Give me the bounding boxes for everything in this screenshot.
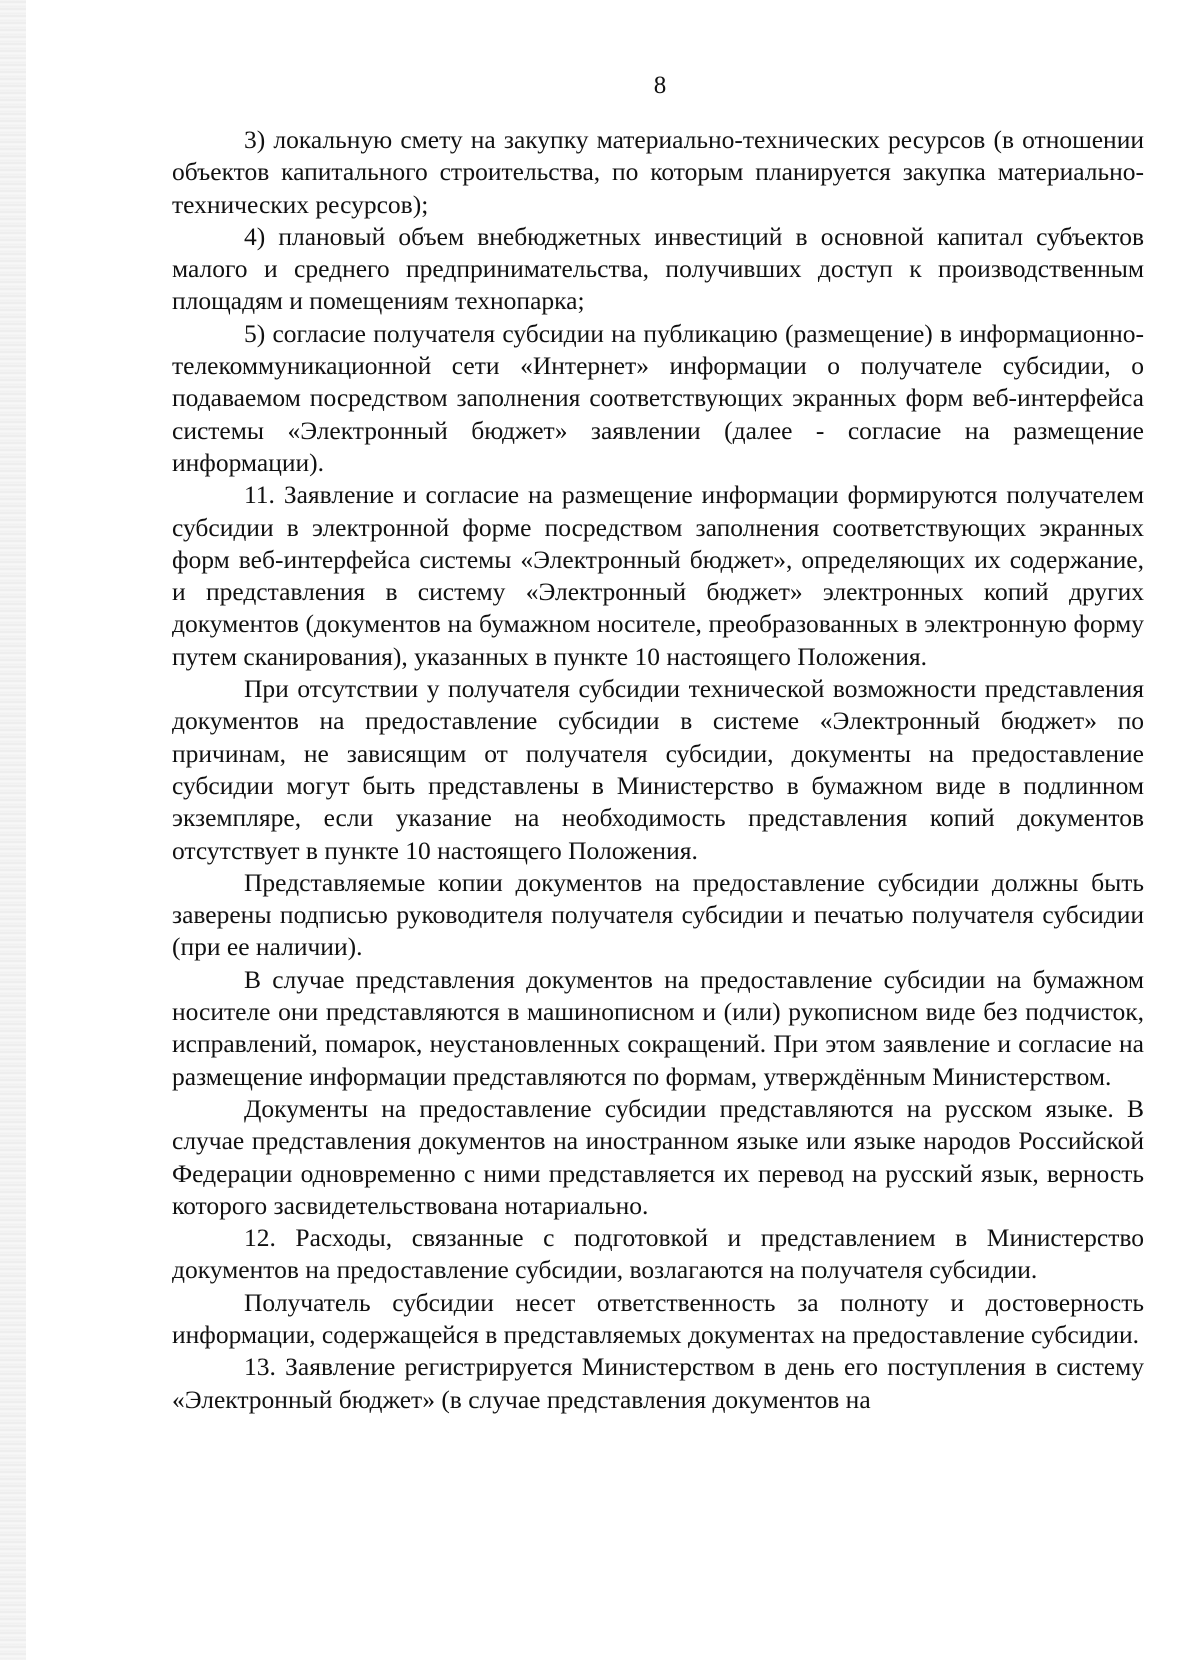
paragraph-paper-format: В случае представления документов на предоставление субсидии на бумажном носителе они представляются в машинописном и (или) рукописном виде без подчисток, исправлений, помарок, неустановленных сокращений. При этом заявление и согласие на размещение информации представляются по формам, утверждённым Министерством. <box>172 964 1144 1091</box>
paragraph-clause-13: 13. Заявление регистрируется Министерством в день его поступления в систему «Электронный бюджет» (в случае представления документов на <box>172 1352 1144 1414</box>
paragraph-language: Документы на предоставление субсидии представляются на русском языке. В случае представления документов на иностранном языке или языке народов Российской Федерации одновременно с ними представляется их перевод на русский язык, верность которого засвидетельствована нотариально. <box>172 1093 1144 1220</box>
page-number: 8 <box>653 72 667 99</box>
paragraph-clause-12: 12. Расходы, связанные с подготовкой и представлением в Министерство документов на предоставление субсидии, возлагаются на получателя субсидии. <box>172 1223 1144 1285</box>
document-body <box>172 124 1144 1416</box>
paragraph-clause-11: 11. Заявление и согласие на размещение информации формируются получателем субсидии в электронной форме посредством заполнения соответствующих экранных форм веб-интерфейса системы «Электронный бюджет», определяющих их содержание, и представления в систему «Электронный бюджет» электронных копий других документов (документов на бумажном носителе, преобразованных в электронную форму путем сканирования), указанных в пункте 10 настоящего Положения. <box>172 480 1144 671</box>
paragraph-paper-submission: При отсутствии у получателя субсидии технической возможности представления документов на предоставление субсидии в системе «Электронный бюджет» по причинам, не зависящим от получателя субсидии, документы на предоставление субсидии могут быть представлены в Министерство в бумажном виде в подлинном экземпляре, если указание на необходимость представления копий документов отсутствует в пункте 10 настоящего Положения. <box>172 674 1144 865</box>
paragraph-item-5: 5) согласие получателя субсидии на публикацию (размещение) в информационно-телекоммуникационной сети «Интернет» информации о получателе субсидии, о подаваемом посредством заполнения соответствующих экранных форм веб-интерфейса системы «Электронный бюджет» заявлении (далее - согласие на размещение информации). <box>172 318 1144 477</box>
paragraph-item-4: 4) плановый объем внебюджетных инвестиций в основной капитал субъектов малого и среднего предпринимательства, получивших доступ к производственным площадям и помещениям технопарка; <box>172 221 1144 316</box>
paragraph-item-3: 3) локальную смету на закупку материально-технических ресурсов (в отношении объектов капитального строительства, по которым планируется закупка материально-технических ресурсов); <box>172 125 1144 219</box>
paragraph-responsibility: Получатель субсидии несет ответственность за полноту и достоверность информации, содержащейся в представляемых документах на предоставление субсидии. <box>172 1287 1144 1349</box>
scan-edge-artifact <box>0 0 26 1660</box>
paragraph-copies-certification: Представляемые копии документов на предоставление субсидии должны быть заверены подписью руководителя получателя субсидии и печатью получателя субсидии (при ее наличии). <box>172 867 1144 962</box>
